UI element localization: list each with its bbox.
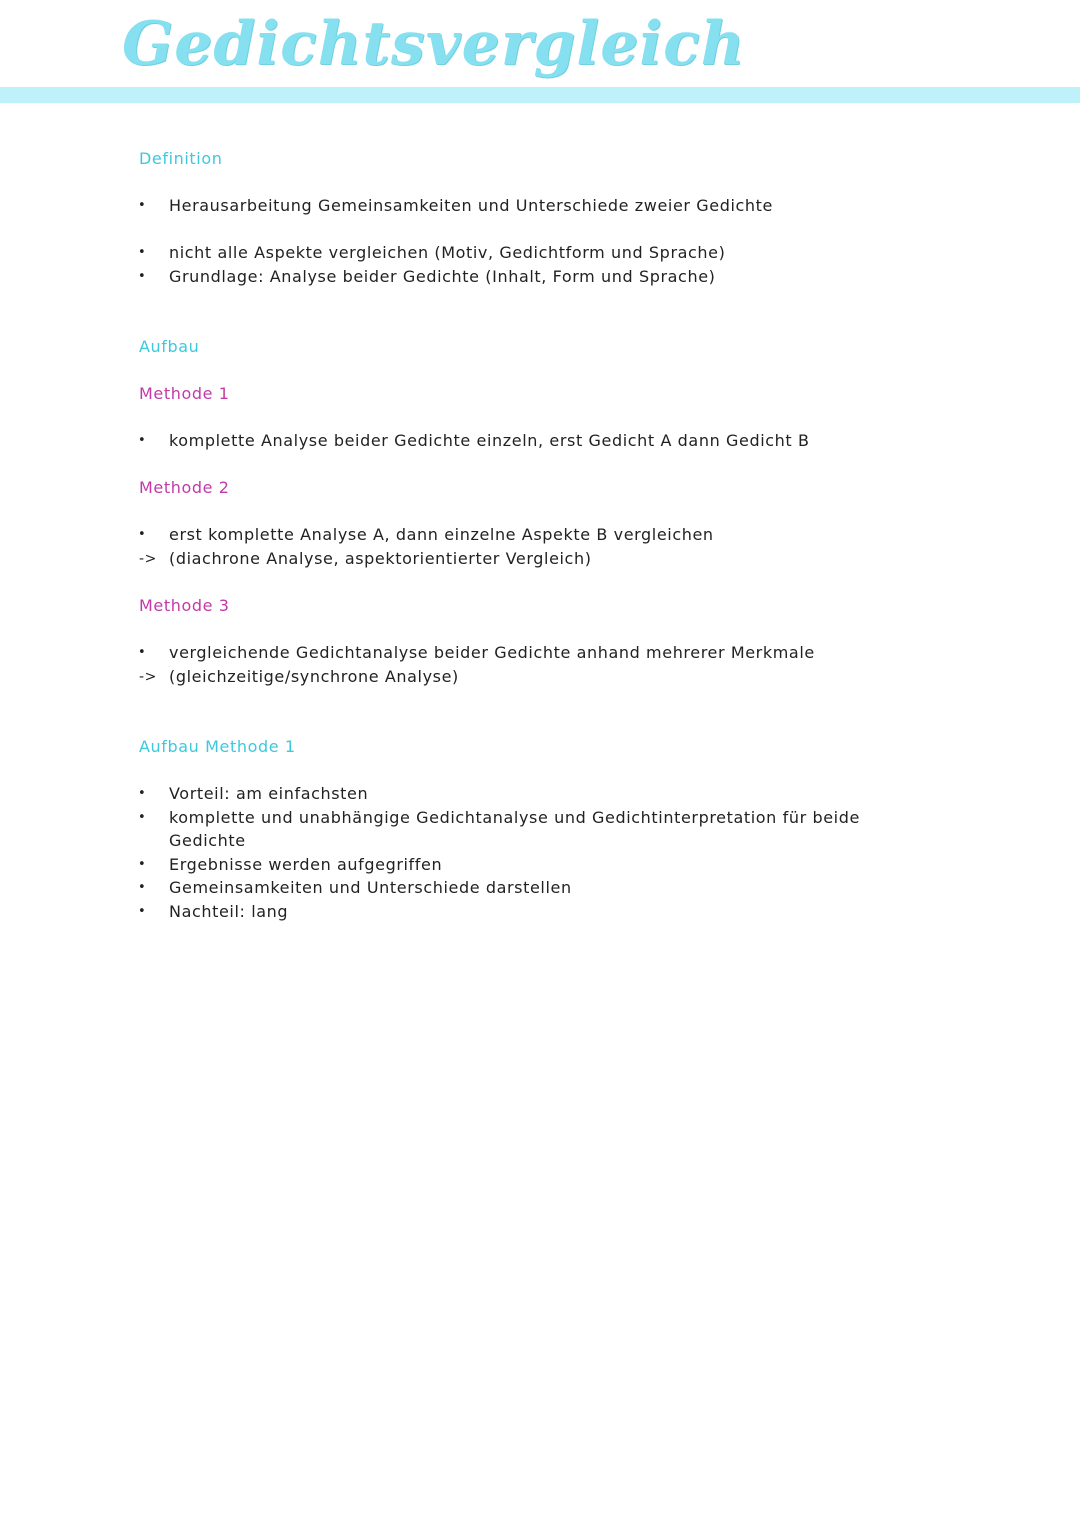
list-item-text: Nachteil: lang bbox=[169, 902, 289, 921]
list-item bbox=[0, 641, 1080, 665]
section-heading-definition: Definition bbox=[139, 149, 223, 168]
list-item-text: Herausarbeitung Gemeinsamkeiten und Unterschiede zweier Gedichte bbox=[169, 196, 773, 215]
bullet-icon: • bbox=[138, 904, 147, 919]
arrow-note-text: (gleichzeitige/synchrone Analyse) bbox=[169, 667, 459, 686]
arrow-icon: -> bbox=[139, 669, 157, 685]
page-title: Gedichtsvergleich bbox=[122, 9, 746, 79]
list-item bbox=[0, 523, 1080, 547]
title-underline-bar bbox=[0, 87, 1080, 103]
list-item-text: nicht alle Aspekte vergleichen (Motiv, Gedichtform und Sprache) bbox=[169, 243, 726, 262]
list-item bbox=[0, 900, 1080, 924]
bullet-icon: • bbox=[138, 245, 147, 260]
list-item bbox=[0, 194, 1080, 218]
list-item bbox=[0, 853, 1080, 877]
list-item-text: Gemeinsamkeiten und Unterschiede darstellen bbox=[169, 878, 572, 897]
bullet-icon: • bbox=[138, 880, 147, 895]
bullet-icon: • bbox=[138, 269, 147, 284]
list-item-text: vergleichende Gedichtanalyse beider Gedichte anhand mehrerer Merkmale bbox=[169, 643, 815, 662]
arrow-icon: -> bbox=[139, 551, 157, 567]
list-item bbox=[0, 265, 1080, 289]
list-item-text: Vorteil: am einfachsten bbox=[169, 784, 369, 803]
method-heading-1: Methode 1 bbox=[139, 384, 230, 403]
bullet-icon: • bbox=[138, 645, 147, 660]
bullet-icon: • bbox=[138, 433, 147, 448]
list-item bbox=[0, 876, 1080, 900]
bullet-icon: • bbox=[138, 810, 147, 825]
arrow-note bbox=[0, 547, 1080, 571]
method-heading-2: Methode 2 bbox=[139, 478, 230, 497]
bullet-icon: • bbox=[138, 198, 147, 213]
section-heading-aufbau-methode-1: Aufbau Methode 1 bbox=[139, 737, 296, 756]
bullet-icon: • bbox=[138, 527, 147, 542]
list-item-continuation bbox=[0, 829, 1080, 853]
bullet-icon: • bbox=[138, 857, 147, 872]
list-item bbox=[0, 241, 1080, 265]
arrow-note-text: (diachrone Analyse, aspektorientierter Vergleich) bbox=[169, 549, 592, 568]
list-item-text: komplette Analyse beider Gedichte einzeln, erst Gedicht A dann Gedicht B bbox=[169, 431, 810, 450]
list-item bbox=[0, 782, 1080, 806]
list-item-text: Grundlage: Analyse beider Gedichte (Inhalt, Form und Sprache) bbox=[169, 267, 716, 286]
list-item-text: komplette und unabhängige Gedichtanalyse und Gedichtinterpretation für beide bbox=[169, 808, 860, 827]
arrow-note bbox=[0, 665, 1080, 689]
list-item bbox=[0, 429, 1080, 453]
list-item-text: Ergebnisse werden aufgegriffen bbox=[169, 855, 443, 874]
bullet-icon: • bbox=[138, 786, 147, 801]
method-heading-3: Methode 3 bbox=[139, 596, 230, 615]
list-item-text: Gedichte bbox=[169, 831, 246, 850]
list-item bbox=[0, 806, 1080, 830]
list-item-text: erst komplette Analyse A, dann einzelne Aspekte B vergleichen bbox=[169, 525, 714, 544]
section-heading-aufbau: Aufbau bbox=[139, 337, 200, 356]
